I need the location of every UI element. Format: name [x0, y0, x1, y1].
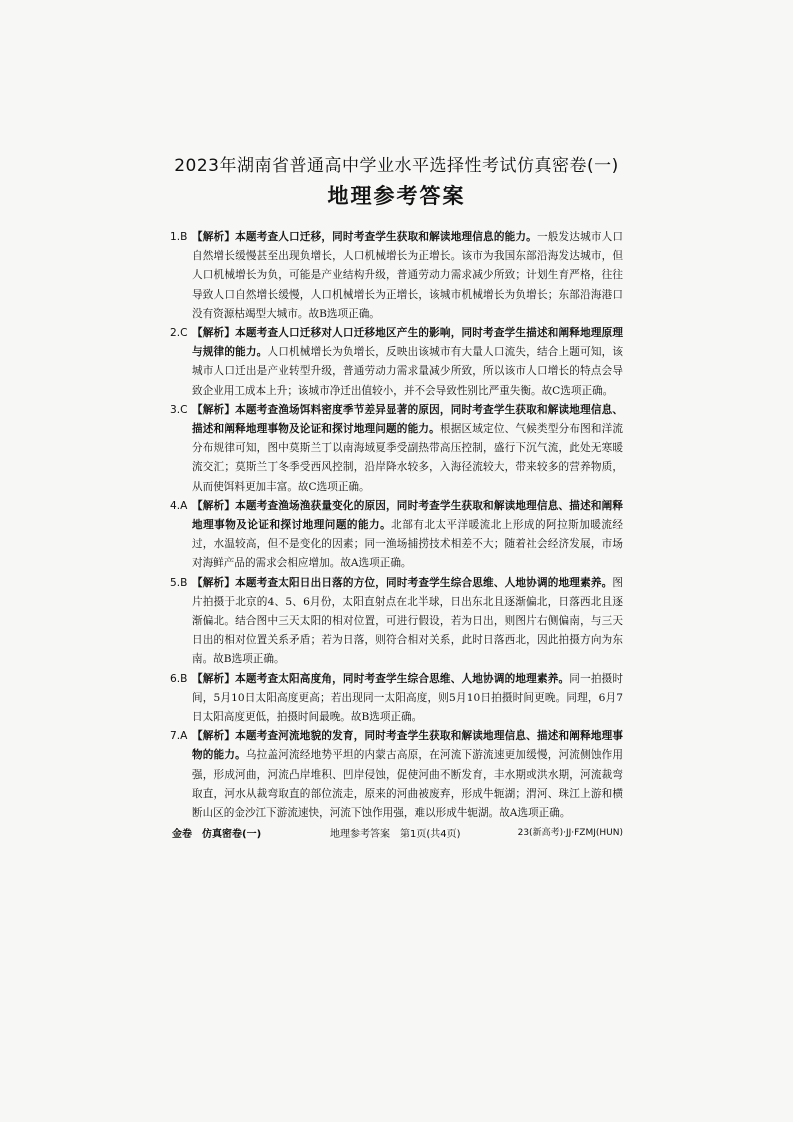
answer-number: 4.A	[170, 499, 188, 512]
answer-number: 3.C	[170, 403, 188, 416]
answer-item-1	[170, 228, 623, 324]
answer-number: 1.B	[170, 231, 188, 243]
answer-analysis-head: 【解析】本题考查人口迁移，同时考查学生获取和解读地理信息的能力。	[192, 231, 537, 243]
footer-series: 金卷 仿真密卷(一)	[172, 829, 262, 840]
answer-analysis-body: 同一拍摄时间，5月10日太阳高度更高；若出现同一太阳高度，则5月10日拍摄时间更晚。同理，6月7日太阳高度更低，拍摄时间最晚。故B选项正确。	[192, 672, 624, 724]
answer-analysis-body: 乌拉盖河流经地势平坦的内蒙古高原，在河流下游流速更加缓慢，河流侧蚀作用强，形成河曲，河流凸岸堆积、凹岸侵蚀，促使河曲不断发育，丰水期或洪水期，河流裁弯取直，河水从裁弯取直的部位流走，原来的河曲被废弃，形成牛轭湖；渭河、珠江上游和横断山区的金沙江下游流速快，河流下蚀作用强，难以形成牛轭湖。故A选项正确。	[192, 749, 624, 820]
answer-analysis-body: 根据区域定位、气候类型分布图和洋流分布规律可知，图中莫斯兰丁以南海域夏季受副热带高压控制，盛行下沉气流，此处无寒暖流交汇；莫斯兰丁冬季受西风控制，沿岸降水较多，入海径流较大，带来较多的营养物质，从而使饵料更加丰富。故C选项正确。	[192, 423, 624, 493]
answer-item-4	[170, 497, 623, 574]
answer-list	[170, 228, 623, 823]
page-footer	[170, 825, 623, 841]
answer-analysis-head: 【解析】本题考查渔场饵料密度季节差异显著的原因，同时考查学生获取和解读地理信息、描述和阐释地理事物及论证和探讨地理问题的能力。	[192, 403, 623, 436]
answer-number: 5.B	[170, 576, 188, 589]
answer-analysis-body: 一般发达城市人口自然增长缓慢甚至出现负增长，人口机械增长为正增长。该市为我国东部沿海发达城市，但人口机械增长为负，可能是产业结构升级，普通劳动力需求减少所致；计划生育严格，往往导致人口自然增长缓慢，人口机械增长为正增长，该城市机械增长为负增长；东部沿海港口没有资源枯竭型大城市。故B选项正确。	[192, 231, 624, 320]
answer-item-6	[170, 670, 623, 728]
page-title: 地理参考答案	[327, 184, 466, 208]
answer-analysis-head: 【解析】本题考查太阳高度角，同时考查学生综合思维、人地协调的地理素养。	[192, 672, 570, 685]
answer-item-7	[170, 727, 623, 823]
answer-analysis-body: 北部有北太平洋暖流北上形成的阿拉斯加暖流经过，水温较高，但不是变化的因素；同一渔场捕捞技术相差不大；随着社会经济发展，市场对海鲜产品的需求会相应增加。故A选项正确。	[192, 519, 623, 570]
footer-page-info: 地理参考答案 第1页(共4页)	[330, 829, 461, 840]
answer-item-2	[170, 324, 623, 401]
answer-number: 6.B	[170, 672, 188, 685]
answer-analysis-body: 人口机械增长为负增长，反映出该城市有大量人口流失，结合上题可知，该城市人口迁出是产业转型升级，普通劳动力需求量减少所致，所以该市人口增长的特点会导致企业用工成本上升；该城市净迁出值较小，并不会导致性别比严重失衡。故C选项正确。	[192, 346, 624, 397]
answer-item-5	[170, 574, 623, 670]
footer-code: 23(新高考)·JJ·FZMJ(HUN)	[517, 828, 623, 838]
answer-analysis-head: 【解析】本题考查太阳日出日落的方位，同时考查学生综合思维、人地协调的地理素养。	[192, 576, 613, 589]
exam-title: 2023年湖南省普通高中学业水平选择性考试仿真密卷(一)	[174, 156, 619, 176]
answer-analysis-body: 图片拍摄于北京的4、5、6月份，太阳直射点在北半球，日出东北且逐渐偏北，日落西北且逐渐偏北。结合图中三天太阳的相对位置，可进行假设，若为日出，则图片右侧偏南，与三天日出的相对位置关系矛盾；若为日落，则符合相对关系，此时日落西北，因此拍摄方向为东南。故B选项正确。	[192, 576, 623, 666]
answer-analysis-head: 【解析】本题考查渔场渔获量变化的原因，同时考查学生获取和解读地理信息、描述和阐释地理事物及论证和探讨地理问题的能力。	[192, 499, 623, 532]
answer-item-3	[170, 401, 623, 497]
answer-number: 2.C	[170, 327, 188, 340]
answer-analysis-head: 【解析】本题考查河流地貌的发育，同时考查学生获取和解读地理信息、描述和阐释地理事物的能力。	[192, 730, 623, 762]
answer-analysis-head: 【解析】本题考查人口迁移对人口迁移地区产生的影响，同时考查学生描述和阐释地理原理与规律的能力。	[192, 327, 623, 359]
answer-number: 7.A	[170, 730, 188, 743]
